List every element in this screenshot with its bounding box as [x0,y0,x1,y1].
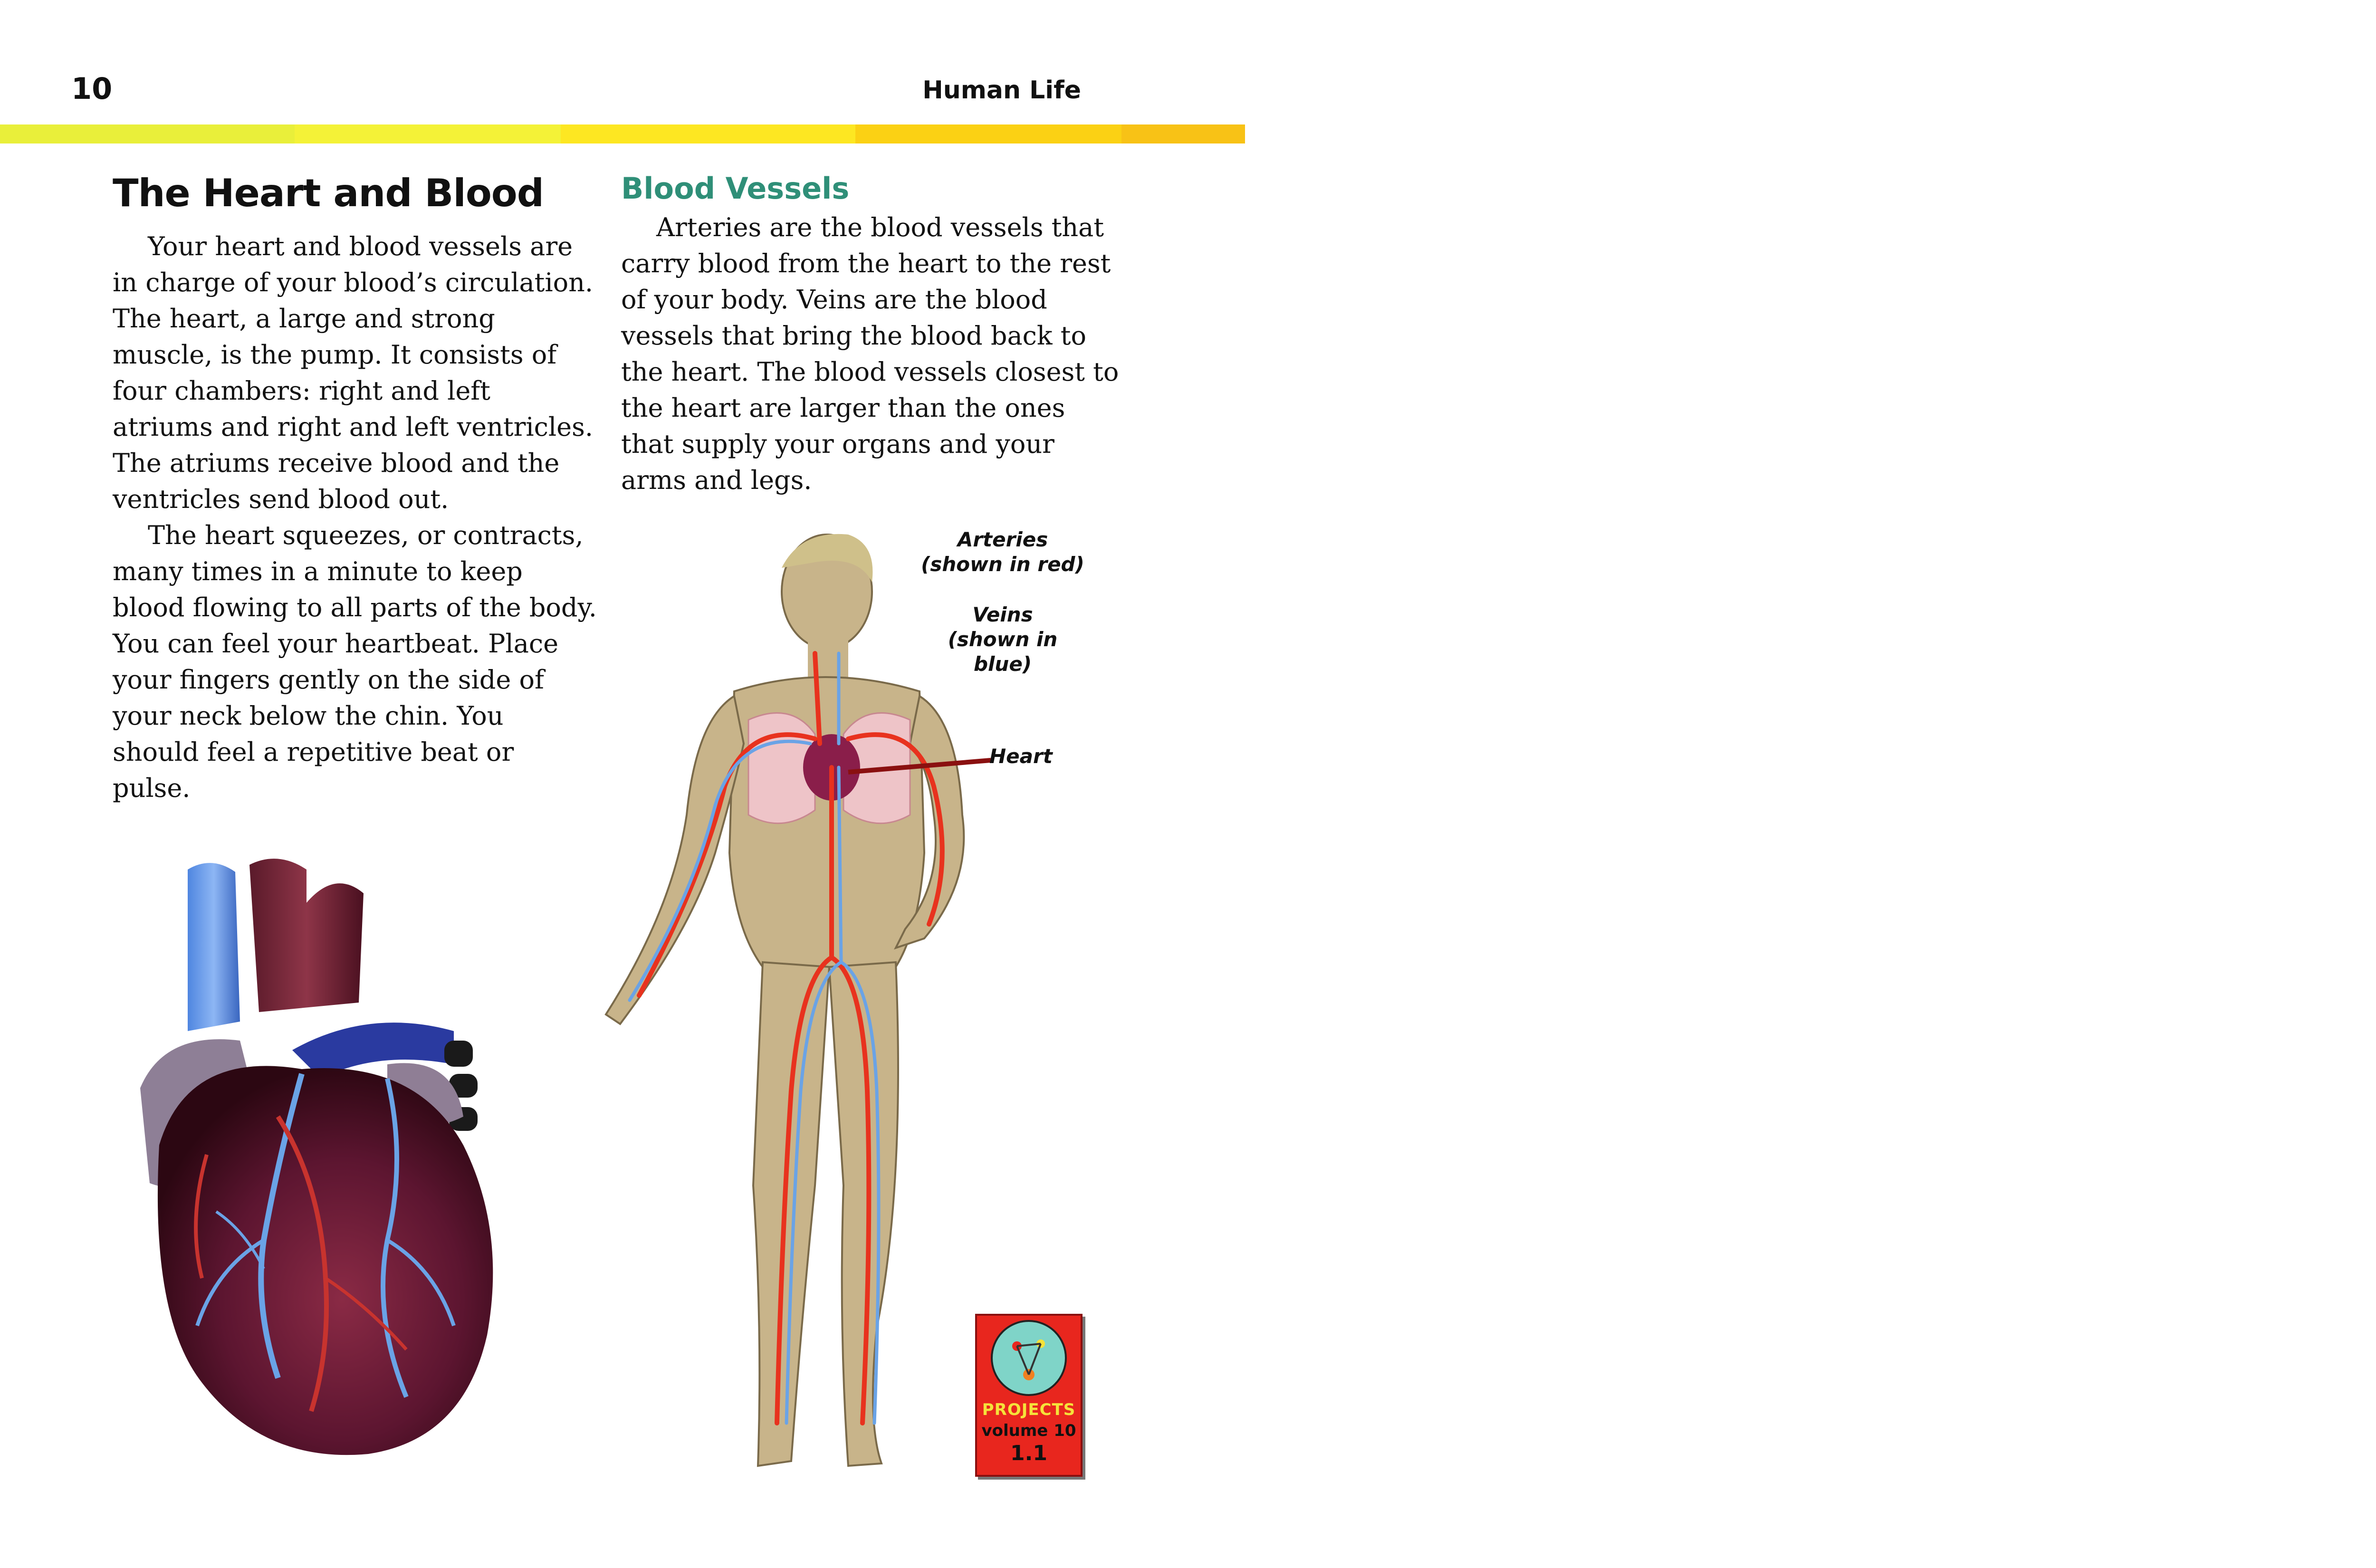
header-color-bar [0,124,1245,143]
right-column [621,171,1120,498]
molecule-globe-icon [988,1318,1069,1398]
body-paragraph: The heart squeezes, or contracts, many times in a minute to keep blood flowing to all parts of the body. You can feel your heartbeat. Place your fingers gently on the side of your neck below the chin. You should feel a repetitive beat or pulse. [113,520,597,803]
veins-label-title: Veins [972,603,1033,626]
badge-line2: volume 10 [981,1421,1076,1440]
body-paragraph: Your heart and blood vessels are in charge of your blood’s circulation. The heart, a large and strong muscle, is the pump. It consists of four chambers: right and left atriums and right and left ventricles. The atriums receive blood and the ventricles send blood out. [113,231,594,514]
left-column [113,171,597,806]
badge-line3: 1.1 [1010,1441,1047,1465]
running-head: Human Life [922,76,1081,105]
bar-segment [1121,124,1245,143]
heart-label: Heart [989,745,1053,768]
badge-line1: PROJECTS [982,1400,1076,1419]
projects-badge [975,1314,1083,1477]
body-paragraph: Arteries are the blood vessels that carry blood from the heart to the rest of your body. Veins are the blood vessels that bring the blood back to the heart. The blood vessels closest to the heart are larger than the ones that supply your organs and your arms and legs. [621,212,1119,495]
bar-segment [855,124,1121,143]
subsection-heading: Blood Vessels [621,171,850,206]
anatomical-heart-icon [121,851,549,1478]
bar-segment [295,124,561,143]
veins-label-note: (shown in blue) [948,628,1058,676]
arteries-label-note: (shown in red) [921,553,1084,576]
section-title: The Heart and Blood [113,171,544,215]
veins-label [917,602,1088,677]
bar-segment [561,124,855,143]
bar-segment [0,124,295,143]
page-number: 10 [71,71,113,106]
arteries-label [917,527,1088,577]
arteries-label-title: Arteries [957,528,1048,551]
